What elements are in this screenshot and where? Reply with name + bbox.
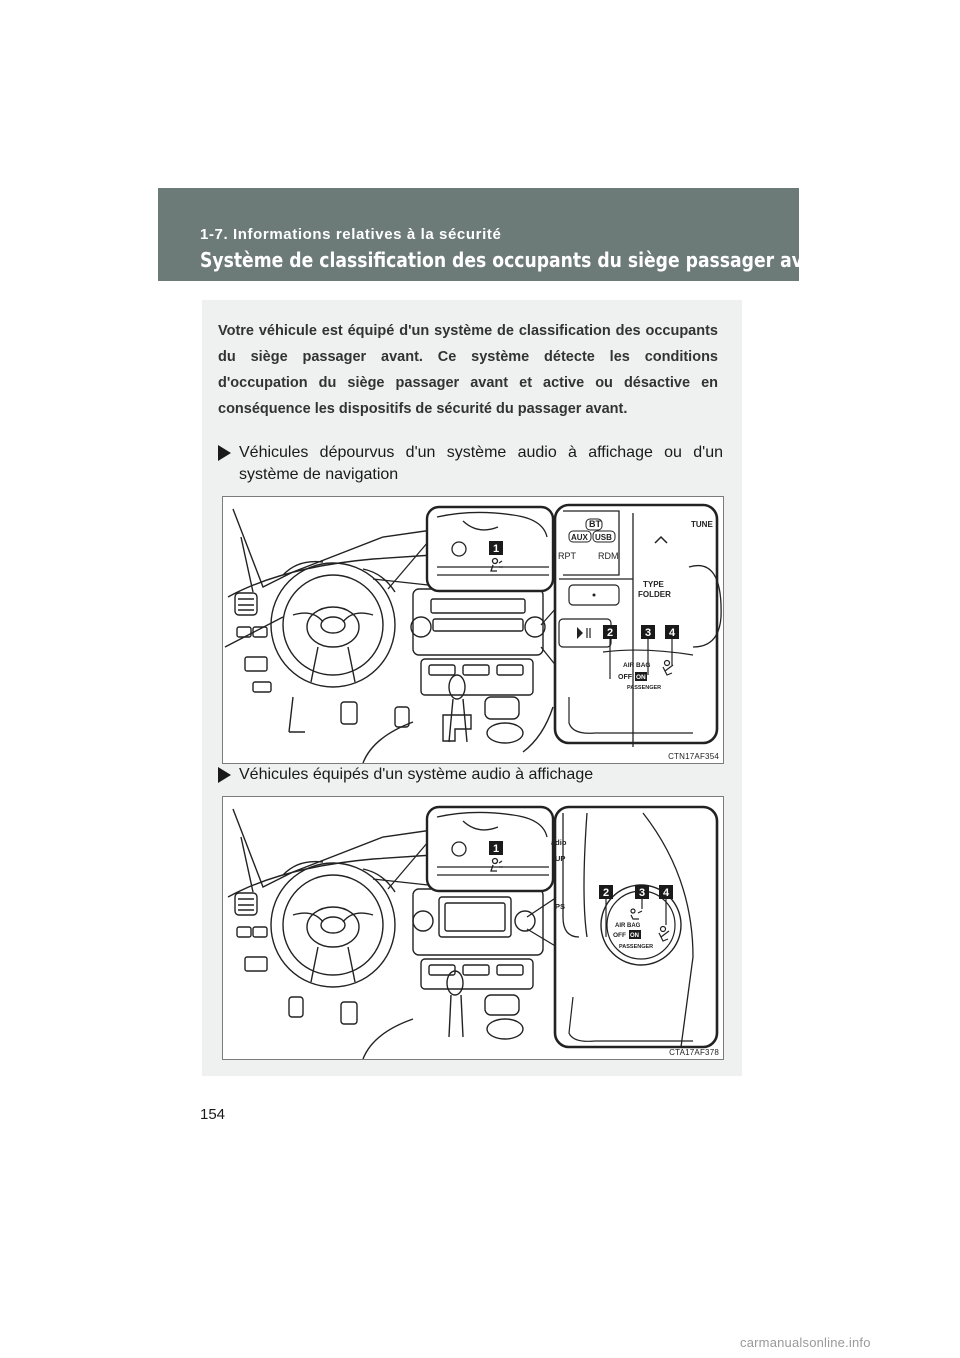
svg-text:AUX: AUX (571, 533, 588, 542)
svg-text:TUNE: TUNE (691, 520, 713, 529)
svg-text:2: 2 (602, 887, 610, 899)
svg-text:RPT: RPT (558, 551, 576, 561)
svg-text:3: 3 (644, 627, 652, 639)
content-panel (202, 300, 742, 1076)
svg-text:OFF: OFF (613, 932, 626, 939)
svg-text:2: 2 (606, 627, 614, 639)
figure-code: CTN17AF354 (668, 752, 719, 761)
arrow-bullet-icon (218, 445, 231, 461)
section-label: 1-7. Informations relatives à la sécurité (200, 226, 502, 243)
svg-text:ON: ON (630, 933, 639, 939)
svg-text:4: 4 (662, 887, 670, 899)
inset-audio-panel (555, 505, 721, 747)
section-heading-text: Véhicules dépourvus d'un système audio à affichage ou d'un système de navigation (239, 444, 723, 483)
svg-text:BT: BT (589, 519, 601, 529)
dashboard-illustration (223, 497, 723, 763)
page-title: Système de classification des occupants du siège passager avant (200, 248, 835, 272)
svg-text:ON: ON (636, 674, 646, 681)
svg-text:3: 3 (638, 887, 646, 899)
svg-text:PS: PS (555, 902, 566, 911)
chapter-header (158, 188, 835, 281)
figure-dashboard-display (222, 796, 724, 1060)
svg-text:RDM: RDM (598, 551, 619, 561)
inset-overhead (427, 807, 553, 891)
svg-text:1: 1 (492, 543, 500, 555)
svg-text:4: 4 (668, 627, 676, 639)
svg-text:TYPE: TYPE (643, 580, 664, 589)
arrow-bullet-icon (218, 767, 231, 783)
svg-text:AIR BAG: AIR BAG (615, 923, 641, 929)
svg-text:UP: UP (555, 854, 566, 863)
section-heading-2 (218, 764, 723, 786)
figure-code: CTA17AF378 (669, 1048, 719, 1057)
section-heading-1 (218, 442, 723, 486)
svg-text:adio: adio (551, 838, 567, 847)
inset-indicator-panel (551, 807, 717, 1047)
intro-paragraph: Votre véhicule est équipé d'un système de classification des occupants du siège passager avant. Ce système détecte les conditions d'occupation du siège passager avant et active ou désactive en conséquence les dispositifs de sécurité du passager avant. (218, 323, 718, 417)
svg-text:PASSENGER: PASSENGER (627, 685, 662, 691)
figure-dashboard-no-display (222, 496, 724, 764)
svg-text:1: 1 (492, 843, 500, 855)
svg-text:AIR BAG: AIR BAG (623, 662, 651, 669)
svg-text:FOLDER: FOLDER (638, 590, 671, 599)
svg-text:USB: USB (595, 533, 612, 542)
section-heading-text: Véhicules équipés d'un système audio à affichage (239, 766, 594, 783)
svg-text:OFF: OFF (618, 674, 632, 681)
page-number: 154 (200, 1106, 226, 1123)
inset-overhead (427, 507, 553, 591)
watermark: carmanualsonline.info (740, 1335, 871, 1350)
dashboard-illustration (223, 797, 723, 1059)
svg-text:PASSENGER: PASSENGER (619, 944, 654, 950)
